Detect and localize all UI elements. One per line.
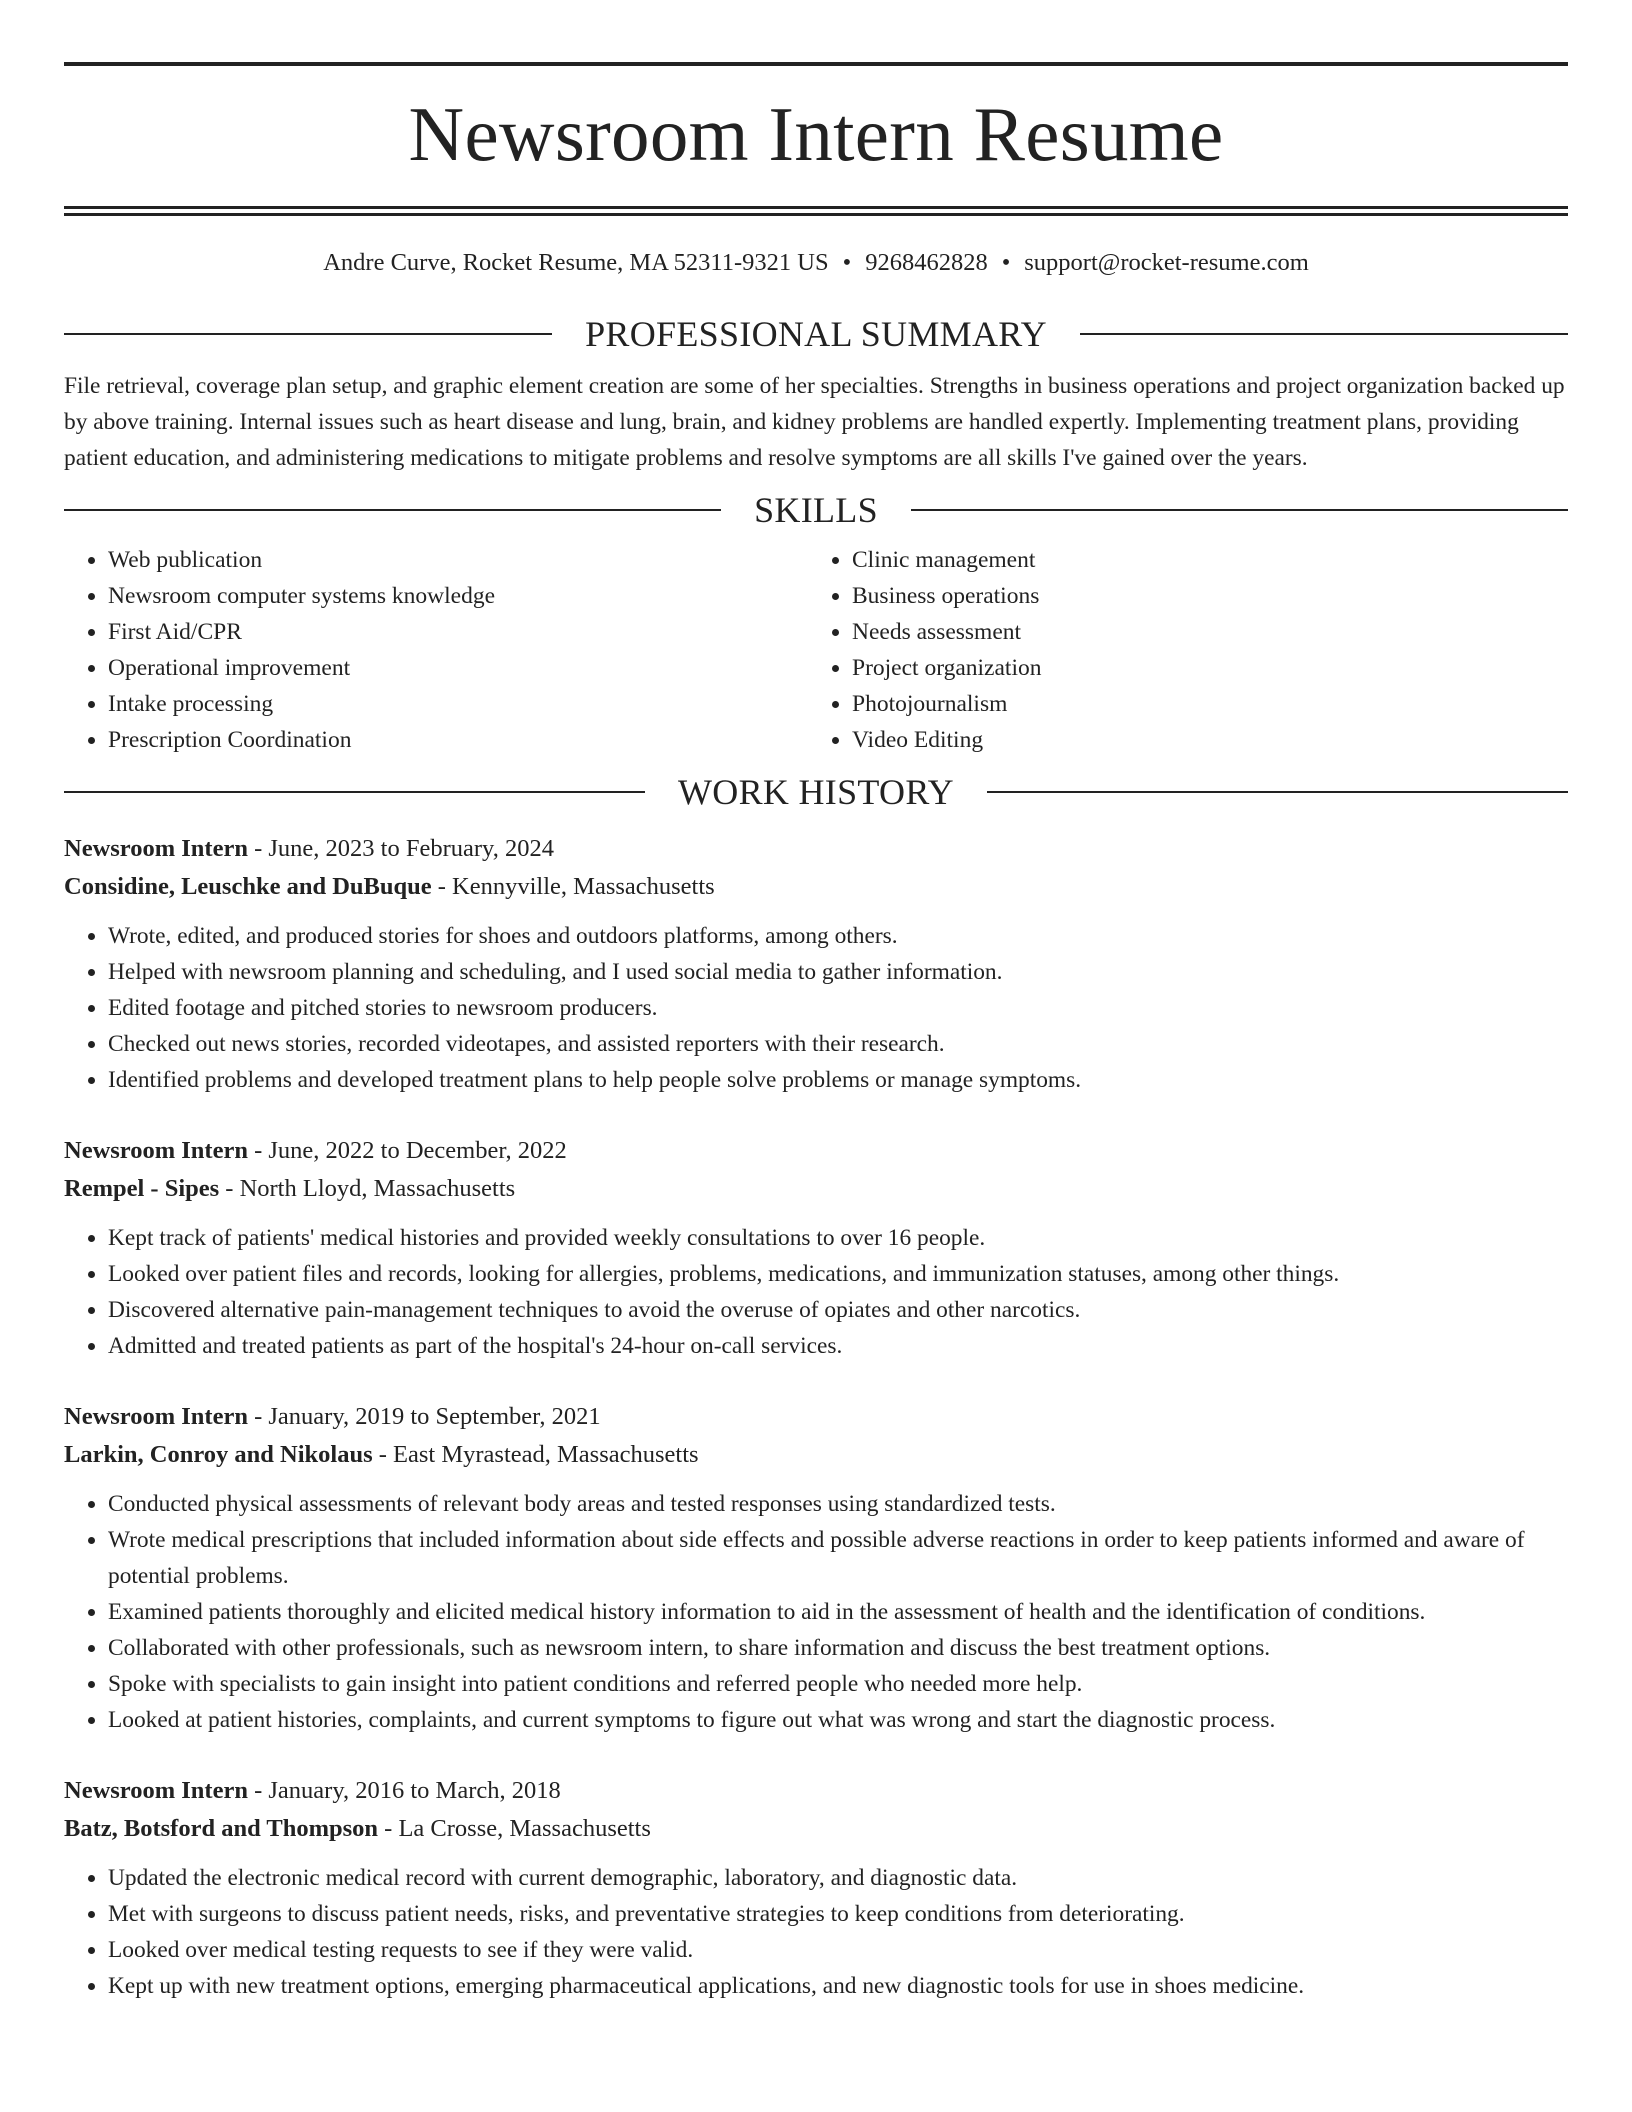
job-entry bbox=[64, 1398, 1568, 1738]
job-bullet: • Looked at patient histories, complaints, and current symptoms to figure out what was wrong and start the diagnostic process. bbox=[108, 1702, 1568, 1738]
job-location: - North Lloyd, Massachusetts bbox=[219, 1175, 516, 1202]
job-bullet: • Spoke with specialists to gain insight into patient conditions and referred people who needed more help. bbox=[108, 1666, 1568, 1702]
job-bullet: • Met with surgeons to discuss patient needs, risks, and preventative strategies to keep conditions from deteriorating. bbox=[108, 1896, 1568, 1932]
job-location: - La Crosse, Massachusetts bbox=[378, 1815, 651, 1842]
job-title-line bbox=[64, 830, 1568, 868]
contact-separator: • bbox=[842, 249, 852, 276]
skill-item: • Web publication bbox=[108, 542, 806, 578]
summary-section-heading bbox=[64, 314, 1568, 354]
job-title: Newsroom Intern bbox=[64, 1777, 248, 1804]
job-dates: - January, 2019 to September, 2021 bbox=[247, 1403, 601, 1430]
job-bullet: • Examined patients thoroughly and elicited medical history information to aid in the assessment of health and the identification of conditions. bbox=[108, 1594, 1568, 1630]
skill-item: • Clinic management bbox=[852, 542, 1568, 578]
job-title-line bbox=[64, 1398, 1568, 1436]
heading-rule-right bbox=[1080, 333, 1568, 335]
job-company: Rempel - Sipes bbox=[64, 1175, 220, 1202]
page-title: Newsroom Intern Resume bbox=[408, 91, 1224, 177]
skill-item: • Needs assessment bbox=[852, 614, 1568, 650]
job-entry bbox=[64, 1772, 1568, 2004]
job-dates: - June, 2023 to February, 2024 bbox=[247, 835, 554, 862]
job-company-line bbox=[64, 1810, 1568, 1848]
job-bullet: • Kept track of patients' medical histories and provided weekly consultations to over 16 people. bbox=[108, 1220, 1568, 1256]
job-bullet: • Identified problems and developed treatment plans to help people solve problems or manage symptoms. bbox=[108, 1062, 1568, 1098]
heading-rule-left bbox=[64, 509, 721, 511]
job-title-line bbox=[64, 1132, 1568, 1170]
work-section-heading bbox=[64, 772, 1568, 812]
skill-item: • Photojournalism bbox=[852, 686, 1568, 722]
contact-email: support@rocket-resume.com bbox=[1024, 249, 1309, 276]
skill-item: • First Aid/CPR bbox=[108, 614, 806, 650]
job-company: Batz, Botsford and Thompson bbox=[64, 1815, 379, 1842]
skills-column-right bbox=[806, 542, 1568, 758]
title-double-rule bbox=[64, 206, 1568, 216]
job-bullets bbox=[64, 1860, 1568, 2004]
job-entry bbox=[64, 1132, 1568, 1364]
top-rule bbox=[64, 62, 1568, 66]
skills-column-left bbox=[64, 542, 806, 758]
job-location: - East Myrastead, Massachusetts bbox=[372, 1441, 699, 1468]
job-company-line bbox=[64, 1170, 1568, 1208]
heading-rule-right bbox=[911, 509, 1568, 511]
job-bullet: • Checked out news stories, recorded videotapes, and assisted reporters with their research. bbox=[108, 1026, 1568, 1062]
contact-line bbox=[64, 248, 1568, 278]
job-title-line bbox=[64, 1772, 1568, 1810]
skill-item: • Intake processing bbox=[108, 686, 806, 722]
job-bullet: • Looked over medical testing requests to see if they were valid. bbox=[108, 1932, 1568, 1968]
contact-address: Andre Curve, Rocket Resume, MA 52311-9321 US bbox=[323, 249, 829, 276]
job-bullet: • Admitted and treated patients as part of the hospital's 24-hour on-call services. bbox=[108, 1328, 1568, 1364]
skill-item: • Project organization bbox=[852, 650, 1568, 686]
job-company-line bbox=[64, 1436, 1568, 1474]
job-company: Considine, Leuschke and DuBuque bbox=[64, 873, 432, 900]
job-entry bbox=[64, 830, 1568, 1098]
job-bullet: • Helped with newsroom planning and scheduling, and I used social media to gather information. bbox=[108, 954, 1568, 990]
job-bullet: • Wrote medical prescriptions that included information about side effects and possible adverse reactions in order to keep patients informed and aware of potential problems. bbox=[108, 1522, 1568, 1594]
summary-text: File retrieval, coverage plan setup, and graphic element creation are some of her specialties. Strengths in business operations and project organization backed up by above training. Internal issues such as heart disease and lung, brain, and kidney problems are handled expertly. Implementing treatment plans, providing patient education, and administering medications to mitigate problems and resolve symptoms are all skills I've gained over the years. bbox=[64, 373, 1565, 471]
job-dates: - January, 2016 to March, 2018 bbox=[247, 1777, 561, 1804]
skill-item: • Operational improvement bbox=[108, 650, 806, 686]
job-bullet: • Discovered alternative pain-management techniques to avoid the overuse of opiates and other narcotics. bbox=[108, 1292, 1568, 1328]
job-company-line bbox=[64, 868, 1568, 906]
job-bullet: • Edited footage and pitched stories to newsroom producers. bbox=[108, 990, 1568, 1026]
job-title: Newsroom Intern bbox=[64, 1137, 248, 1164]
skill-item: • Newsroom computer systems knowledge bbox=[108, 578, 806, 614]
skills-heading-label: SKILLS bbox=[754, 490, 878, 530]
heading-rule-right bbox=[987, 791, 1568, 793]
job-bullet: • Updated the electronic medical record with current demographic, laboratory, and diagnostic data. bbox=[108, 1860, 1568, 1896]
job-location: - Kennyville, Massachusetts bbox=[431, 873, 715, 900]
job-bullet: • Kept up with new treatment options, emerging pharmaceutical applications, and new diagnostic tools for use in shoes medicine. bbox=[108, 1968, 1568, 2004]
contact-separator: • bbox=[1001, 249, 1011, 276]
job-bullets bbox=[64, 1220, 1568, 1364]
job-bullet: • Looked over patient files and records, looking for allergies, problems, medications, and immunization statuses, among other things. bbox=[108, 1256, 1568, 1292]
job-title: Newsroom Intern bbox=[64, 835, 248, 862]
skill-item: • Prescription Coordination bbox=[108, 722, 806, 758]
job-bullet: • Conducted physical assessments of relevant body areas and tested responses using standardized tests. bbox=[108, 1486, 1568, 1522]
job-title: Newsroom Intern bbox=[64, 1403, 248, 1430]
job-bullets bbox=[64, 918, 1568, 1098]
skills-section-heading bbox=[64, 490, 1568, 530]
skill-item: • Video Editing bbox=[852, 722, 1568, 758]
work-heading-label: WORK HISTORY bbox=[678, 772, 954, 812]
job-bullets bbox=[64, 1486, 1568, 1738]
job-bullet: • Wrote, edited, and produced stories for shoes and outdoors platforms, among others. bbox=[108, 918, 1568, 954]
heading-rule-left bbox=[64, 333, 552, 335]
skills-list bbox=[64, 542, 1568, 758]
summary-heading-label: PROFESSIONAL SUMMARY bbox=[585, 314, 1047, 354]
contact-phone: 9268462828 bbox=[865, 249, 988, 276]
job-bullet: • Collaborated with other professionals, such as newsroom intern, to share information and discuss the best treatment options. bbox=[108, 1630, 1568, 1666]
job-dates: - June, 2022 to December, 2022 bbox=[247, 1137, 567, 1164]
job-company: Larkin, Conroy and Nikolaus bbox=[64, 1441, 373, 1468]
skill-item: • Business operations bbox=[852, 578, 1568, 614]
heading-rule-left bbox=[64, 791, 645, 793]
